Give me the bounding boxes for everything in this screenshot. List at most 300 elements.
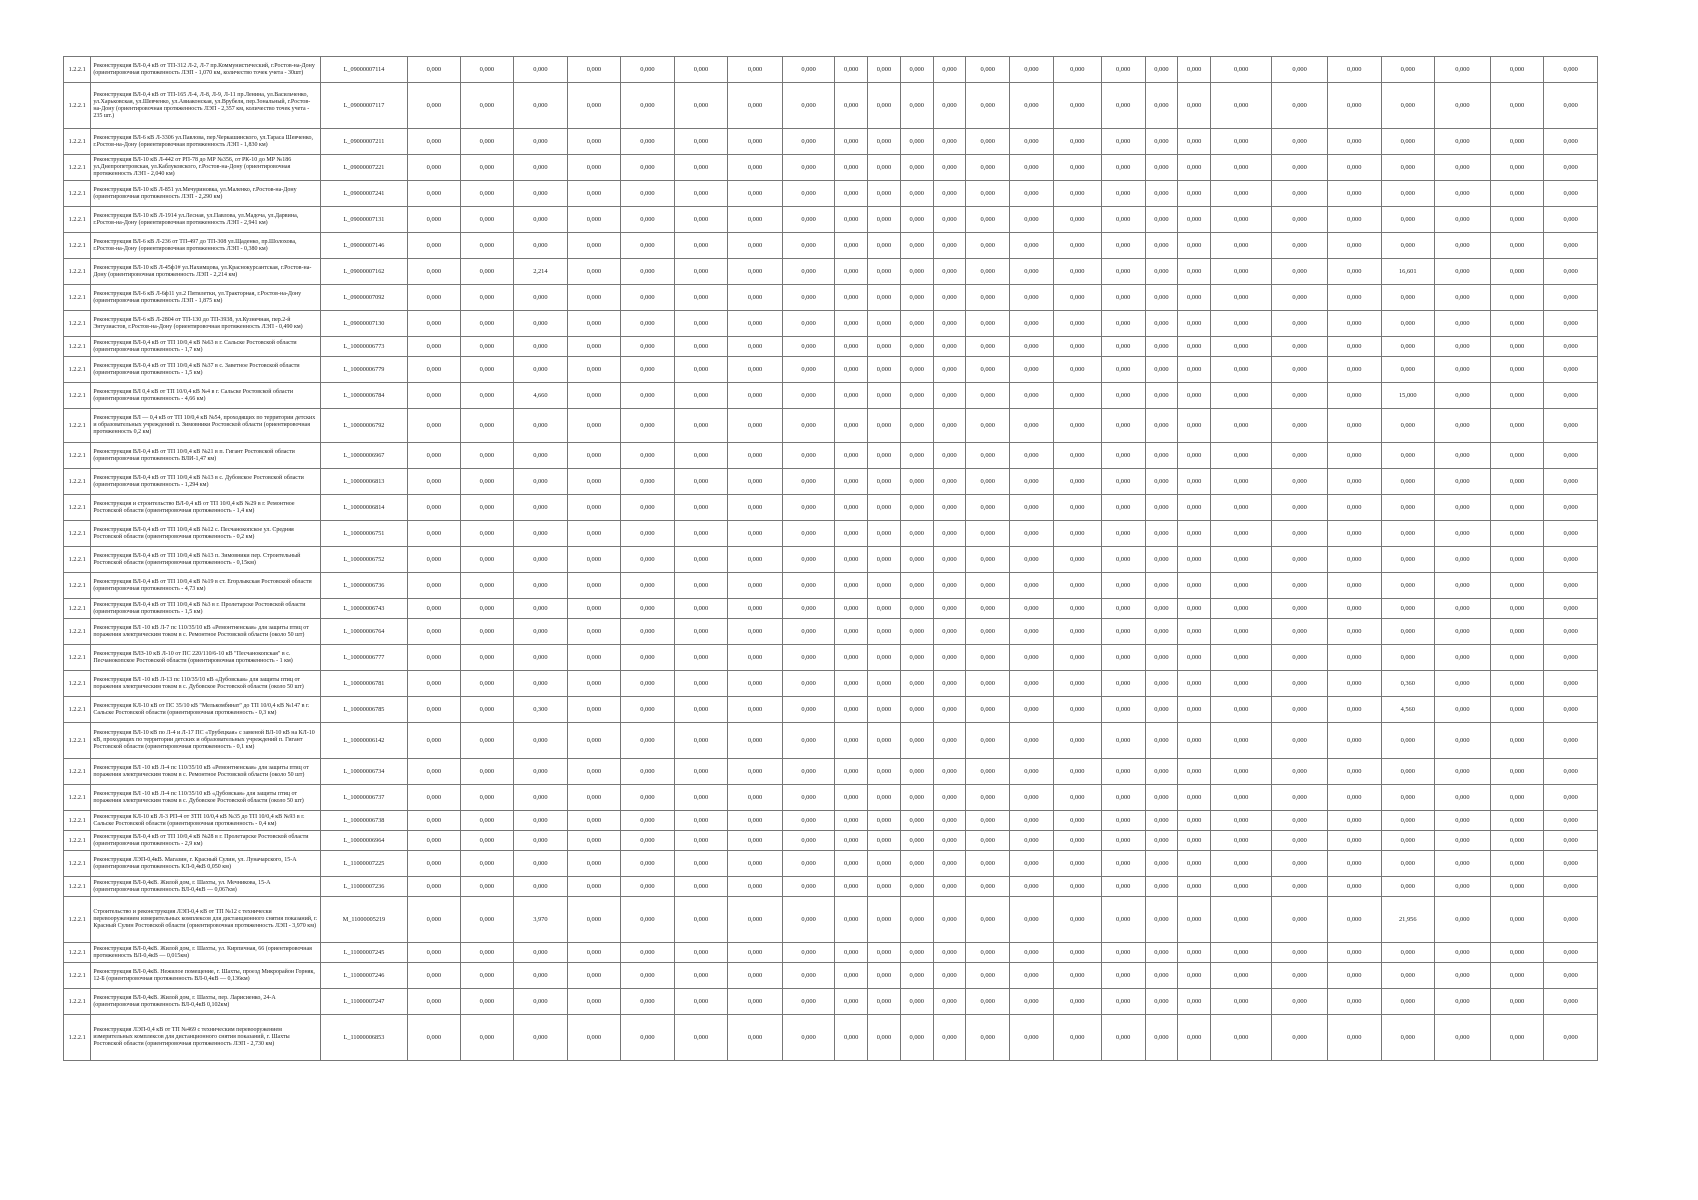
project-description-cell: Реконструкция ЛЭП-0,4кВ. Магазин, г. Красный Сулин, ул. Луначарского, 15-А (ориентировочная протяженность КЛ-0,4кВ 0,050 км) — [91, 851, 320, 877]
value-cell: 0,000 — [1544, 897, 1598, 943]
value-cell: 0,000 — [514, 181, 568, 207]
value-cell: 0,000 — [460, 443, 514, 469]
value-cell: 0,000 — [900, 573, 933, 599]
value-cell: 0,000 — [1178, 943, 1211, 963]
value-cell: 0,000 — [1327, 443, 1381, 469]
value-cell: 0,000 — [868, 285, 901, 311]
value-cell: 0,000 — [1053, 811, 1101, 831]
value-cell: 0,000 — [1272, 285, 1328, 311]
project-description-cell: Реконструкция ВЛ-0,4кВ. Жилой дом, г. Шахты, ул. Мечникова, 15-А (ориентировочная протяженность ВЛ-0,4кВ — 0,067км) — [91, 877, 320, 897]
value-cell: 0,000 — [868, 831, 901, 851]
project-description-cell: Реконструкция ВЛ 0,4 кВ от ТП 10/0,4 кВ №4 в г. Сальске Ростовской области (ориентировочная протяженность - 4,66 км) — [91, 383, 320, 409]
value-cell: 0,000 — [1381, 573, 1435, 599]
table-row — [64, 1015, 1598, 1061]
table-row — [64, 619, 1598, 645]
value-cell: 0,000 — [1544, 723, 1598, 759]
value-cell: 0,000 — [1272, 989, 1328, 1015]
value-cell: 0,000 — [1010, 383, 1054, 409]
value-cell: 0,000 — [674, 285, 728, 311]
value-cell: 0,000 — [514, 759, 568, 785]
value-cell: 0,000 — [1101, 495, 1145, 521]
value-cell: 0,300 — [514, 697, 568, 723]
value-cell: 2,214 — [514, 259, 568, 285]
value-cell: 0,000 — [567, 851, 621, 877]
value-cell: 0,000 — [674, 521, 728, 547]
value-cell: 0,000 — [1381, 723, 1435, 759]
value-cell: 0,000 — [835, 155, 868, 181]
project-code-cell: L_11000007245 — [320, 943, 407, 963]
value-cell: 0,000 — [868, 357, 901, 383]
row-number-cell: 1.2.2.1 — [64, 129, 91, 155]
value-cell: 0,000 — [1053, 1015, 1101, 1061]
value-cell: 0,000 — [1145, 831, 1178, 851]
value-cell: 0,000 — [1381, 129, 1435, 155]
value-cell: 0,000 — [966, 233, 1010, 259]
value-cell: 0,000 — [782, 311, 834, 337]
value-cell: 0,000 — [868, 181, 901, 207]
value-cell: 0,000 — [728, 57, 783, 83]
value-cell: 0,000 — [1211, 877, 1272, 897]
project-description-cell: Строительство и реконструкция ЛЭП-0,4 кВ от ТП №12 с технически перевооружением измерительных комплексов для дистанционного снятия показаний, г. Красный Сулин Ростовской области (ориентировочная протяженность ЛЭП - 3,970 км) — [91, 897, 320, 943]
value-cell: 0,000 — [460, 1015, 514, 1061]
value-cell: 0,000 — [868, 129, 901, 155]
project-code-cell: L_09000007162 — [320, 259, 407, 285]
value-cell: 0,000 — [1272, 671, 1328, 697]
project-description-cell: Реконструкция ВЛ -10 кВ Л-13 пс 110/35/10 кВ «Дубовская» для защиты птиц от поражения электрическим током в с. Дубовское Ростовской области (около 50 шт) — [91, 671, 320, 697]
value-cell: 0,000 — [1178, 409, 1211, 443]
value-cell: 0,000 — [408, 989, 460, 1015]
value-cell: 0,000 — [460, 155, 514, 181]
value-cell: 0,000 — [1053, 831, 1101, 851]
value-cell: 0,000 — [900, 337, 933, 357]
project-code-cell: M_11000005219 — [320, 897, 407, 943]
value-cell: 0,000 — [460, 129, 514, 155]
value-cell: 0,000 — [1211, 155, 1272, 181]
value-cell: 0,000 — [1327, 573, 1381, 599]
value-cell: 0,000 — [514, 521, 568, 547]
project-description-cell: Реконструкция ВЛ-0,4 кВ от ТП 10/0,4 кВ №13 п. Зимовники пер. Строительный Ростовской области (ориентировочная протяженность - 0,15км) — [91, 547, 320, 573]
value-cell: 0,000 — [966, 521, 1010, 547]
value-cell: 0,000 — [1101, 155, 1145, 181]
value-cell: 0,000 — [1053, 469, 1101, 495]
value-cell: 0,000 — [1272, 811, 1328, 831]
value-cell: 0,000 — [1101, 521, 1145, 547]
project-code-cell: L_09000007211 — [320, 129, 407, 155]
value-cell: 0,000 — [621, 259, 675, 285]
value-cell: 0,000 — [1381, 337, 1435, 357]
value-cell: 0,000 — [782, 521, 834, 547]
value-cell: 0,000 — [868, 495, 901, 521]
table-row — [64, 409, 1598, 443]
project-code-cell: L_11000007246 — [320, 963, 407, 989]
value-cell: 0,000 — [1053, 671, 1101, 697]
value-cell: 0,000 — [567, 129, 621, 155]
value-cell: 0,000 — [1010, 443, 1054, 469]
value-cell: 0,000 — [1435, 207, 1491, 233]
row-number-cell: 1.2.2.1 — [64, 521, 91, 547]
value-cell: 0,000 — [621, 599, 675, 619]
value-cell: 0,000 — [1053, 785, 1101, 811]
value-cell: 0,000 — [514, 233, 568, 259]
value-cell: 0,000 — [1490, 155, 1544, 181]
project-description-cell: Реконструкция ВЛ -10 кВ Л-7 пс 110/35/10 кВ «Ремонтненская» для защиты птиц от поражения электрическим током в с. Ремонтное Ростовской области (около 50 шт) — [91, 619, 320, 645]
value-cell: 0,000 — [621, 233, 675, 259]
value-cell: 0,000 — [674, 443, 728, 469]
value-cell: 0,000 — [674, 989, 728, 1015]
value-cell: 0,000 — [1010, 259, 1054, 285]
value-cell: 0,000 — [933, 831, 966, 851]
value-cell: 0,000 — [514, 831, 568, 851]
value-cell: 0,000 — [1490, 697, 1544, 723]
value-cell: 0,000 — [1145, 897, 1178, 943]
value-cell: 0,000 — [1053, 897, 1101, 943]
value-cell: 0,000 — [1211, 337, 1272, 357]
value-cell: 0,000 — [933, 877, 966, 897]
value-cell: 0,000 — [728, 443, 783, 469]
value-cell: 4,560 — [1381, 697, 1435, 723]
value-cell: 0,000 — [1101, 83, 1145, 129]
value-cell: 0,000 — [1145, 963, 1178, 989]
value-cell: 0,000 — [1272, 723, 1328, 759]
value-cell: 0,000 — [868, 619, 901, 645]
value-cell: 0,000 — [1435, 723, 1491, 759]
value-cell: 0,000 — [1381, 285, 1435, 311]
value-cell: 0,000 — [1053, 155, 1101, 181]
value-cell: 0,000 — [1145, 233, 1178, 259]
value-cell: 0,000 — [1544, 181, 1598, 207]
value-cell: 0,000 — [1544, 357, 1598, 383]
value-cell: 0,000 — [1211, 851, 1272, 877]
value-cell: 0,000 — [1010, 1015, 1054, 1061]
value-cell: 0,000 — [933, 311, 966, 337]
value-cell: 0,000 — [1101, 409, 1145, 443]
value-cell: 0,000 — [900, 547, 933, 573]
value-cell: 0,000 — [933, 573, 966, 599]
value-cell: 0,000 — [1381, 989, 1435, 1015]
value-cell: 0,000 — [621, 357, 675, 383]
row-number-cell: 1.2.2.1 — [64, 599, 91, 619]
value-cell: 0,000 — [933, 469, 966, 495]
value-cell: 0,000 — [1490, 851, 1544, 877]
value-cell: 0,000 — [1178, 759, 1211, 785]
value-cell: 0,000 — [1145, 337, 1178, 357]
value-cell: 0,000 — [1544, 811, 1598, 831]
row-number-cell: 1.2.2.1 — [64, 831, 91, 851]
project-code-cell: L_10000006773 — [320, 337, 407, 357]
value-cell: 0,000 — [966, 785, 1010, 811]
value-cell: 0,000 — [1381, 943, 1435, 963]
value-cell: 0,000 — [514, 943, 568, 963]
value-cell: 0,000 — [674, 181, 728, 207]
table-row — [64, 155, 1598, 181]
value-cell: 0,000 — [1211, 57, 1272, 83]
value-cell: 0,000 — [621, 785, 675, 811]
value-cell: 0,000 — [835, 989, 868, 1015]
value-cell: 0,000 — [1327, 129, 1381, 155]
row-number-cell: 1.2.2.1 — [64, 155, 91, 181]
value-cell: 0,000 — [835, 963, 868, 989]
value-cell: 0,000 — [868, 443, 901, 469]
value-cell: 0,000 — [1145, 573, 1178, 599]
value-cell: 0,000 — [1053, 259, 1101, 285]
value-cell: 0,000 — [900, 877, 933, 897]
value-cell: 0,000 — [460, 599, 514, 619]
value-cell: 0,000 — [900, 207, 933, 233]
value-cell: 0,000 — [1544, 311, 1598, 337]
value-cell: 0,000 — [728, 285, 783, 311]
value-cell: 0,000 — [1145, 357, 1178, 383]
value-cell: 0,000 — [728, 311, 783, 337]
value-cell: 0,000 — [835, 619, 868, 645]
project-code-cell: L_10000006964 — [320, 831, 407, 851]
value-cell: 0,000 — [621, 645, 675, 671]
value-cell: 0,000 — [621, 547, 675, 573]
value-cell: 0,000 — [514, 337, 568, 357]
row-number-cell: 1.2.2.1 — [64, 897, 91, 943]
value-cell: 0,000 — [1435, 1015, 1491, 1061]
value-cell: 0,000 — [567, 723, 621, 759]
value-cell: 0,000 — [567, 759, 621, 785]
value-cell: 0,000 — [1272, 831, 1328, 851]
value-cell: 0,000 — [1053, 83, 1101, 129]
value-cell: 0,000 — [728, 877, 783, 897]
value-cell: 0,000 — [966, 671, 1010, 697]
value-cell: 0,000 — [835, 443, 868, 469]
row-number-cell: 1.2.2.1 — [64, 181, 91, 207]
value-cell: 0,000 — [933, 723, 966, 759]
value-cell: 0,000 — [900, 697, 933, 723]
value-cell: 0,000 — [1145, 155, 1178, 181]
project-code-cell: L_10000006743 — [320, 599, 407, 619]
value-cell: 0,000 — [782, 851, 834, 877]
value-cell: 0,000 — [835, 851, 868, 877]
value-cell: 0,000 — [1211, 723, 1272, 759]
value-cell: 0,000 — [900, 383, 933, 409]
project-code-cell: L_09000007146 — [320, 233, 407, 259]
row-number-cell: 1.2.2.1 — [64, 877, 91, 897]
value-cell: 0,000 — [567, 963, 621, 989]
value-cell: 0,000 — [1145, 129, 1178, 155]
value-cell: 0,000 — [567, 811, 621, 831]
value-cell: 0,000 — [1145, 723, 1178, 759]
value-cell: 0,000 — [1211, 811, 1272, 831]
value-cell: 0,000 — [1435, 337, 1491, 357]
value-cell: 0,000 — [933, 897, 966, 943]
project-description-cell: Реконструкция ВЛ-0,4 кВ от ТП 10/0,4 кВ №21 в п. Гигант Ростовской области (ориентировочная протяженность ВЛИ-1,47 км) — [91, 443, 320, 469]
value-cell: 0,000 — [514, 851, 568, 877]
value-cell: 0,000 — [1053, 337, 1101, 357]
value-cell: 0,000 — [1010, 619, 1054, 645]
value-cell: 0,000 — [1101, 547, 1145, 573]
value-cell: 0,000 — [1544, 671, 1598, 697]
value-cell: 0,000 — [621, 409, 675, 443]
value-cell: 0,000 — [621, 943, 675, 963]
value-cell: 0,000 — [835, 83, 868, 129]
value-cell: 0,000 — [900, 671, 933, 697]
table-row — [64, 443, 1598, 469]
value-cell: 0,000 — [835, 897, 868, 943]
value-cell: 0,000 — [966, 259, 1010, 285]
value-cell: 0,000 — [1272, 57, 1328, 83]
value-cell: 0,000 — [1101, 851, 1145, 877]
value-cell: 0,000 — [1381, 83, 1435, 129]
value-cell: 0,000 — [1053, 181, 1101, 207]
value-cell: 0,000 — [782, 671, 834, 697]
value-cell: 0,000 — [1544, 619, 1598, 645]
value-cell: 0,000 — [674, 357, 728, 383]
value-cell: 0,000 — [1435, 311, 1491, 337]
value-cell: 0,000 — [408, 697, 460, 723]
value-cell: 0,000 — [1327, 599, 1381, 619]
value-cell: 0,000 — [567, 1015, 621, 1061]
value-cell: 0,000 — [514, 57, 568, 83]
value-cell: 0,000 — [835, 409, 868, 443]
project-code-cell: L_10000006784 — [320, 383, 407, 409]
value-cell: 0,000 — [900, 645, 933, 671]
value-cell: 0,000 — [728, 547, 783, 573]
value-cell: 0,000 — [1145, 383, 1178, 409]
value-cell: 0,000 — [933, 851, 966, 877]
value-cell: 0,000 — [966, 337, 1010, 357]
table-row — [64, 259, 1598, 285]
value-cell: 0,000 — [1053, 697, 1101, 723]
value-cell: 0,000 — [1053, 723, 1101, 759]
project-code-cell: L_10000006814 — [320, 495, 407, 521]
value-cell: 0,000 — [1101, 285, 1145, 311]
project-description-cell: Реконструкция ВЛ — 0,4 кВ от ТП 10/0,4 кВ №54, проходящих по территории детских и образовательных учреждений п. Зимовники Ростовской области (ориентировочная протяженность 0,2 км) — [91, 409, 320, 443]
value-cell: 0,000 — [1435, 383, 1491, 409]
value-cell: 0,000 — [1381, 599, 1435, 619]
value-cell: 0,000 — [1327, 759, 1381, 785]
value-cell: 0,000 — [966, 83, 1010, 129]
table-row — [64, 963, 1598, 989]
project-description-cell: Реконструкция ВЛ-10 кВ Л-1914 ул.Лесная, ул.Павлова, ул.Мадоча, ул.Дарвина, г.Ростов-на-Дону (ориентировочная протяженность ЛЭП - 2,941 км) — [91, 207, 320, 233]
value-cell: 0,000 — [1211, 897, 1272, 943]
value-cell: 0,000 — [1145, 207, 1178, 233]
value-cell: 0,000 — [835, 1015, 868, 1061]
value-cell: 0,000 — [674, 337, 728, 357]
value-cell: 0,000 — [1211, 383, 1272, 409]
value-cell: 0,000 — [1101, 759, 1145, 785]
row-number-cell: 1.2.2.1 — [64, 469, 91, 495]
value-cell: 0,000 — [933, 697, 966, 723]
project-description-cell: Реконструкция ВЛ-0,4 кВ от ТП-312 Л-2, Л-7 пр.Коммунистический, г.Ростов-на-Дону (ориентировочная протяженность ЛЭП - 1,070 км, количество точек учета - 30шт) — [91, 57, 320, 83]
investment-table — [63, 56, 1598, 1061]
value-cell: 0,000 — [1101, 619, 1145, 645]
value-cell: 0,000 — [868, 521, 901, 547]
value-cell: 0,000 — [1010, 831, 1054, 851]
value-cell: 0,000 — [1381, 831, 1435, 851]
value-cell: 0,000 — [1544, 495, 1598, 521]
value-cell: 0,000 — [782, 897, 834, 943]
value-cell: 0,000 — [1327, 311, 1381, 337]
value-cell: 0,000 — [900, 851, 933, 877]
value-cell: 0,000 — [835, 877, 868, 897]
value-cell: 0,000 — [933, 155, 966, 181]
value-cell: 0,000 — [1381, 57, 1435, 83]
value-cell: 0,000 — [621, 129, 675, 155]
value-cell: 0,000 — [1053, 851, 1101, 877]
value-cell: 0,000 — [408, 57, 460, 83]
value-cell: 0,000 — [1145, 943, 1178, 963]
value-cell: 0,000 — [1053, 573, 1101, 599]
value-cell: 0,000 — [1178, 129, 1211, 155]
value-cell: 0,000 — [900, 785, 933, 811]
value-cell: 0,000 — [900, 619, 933, 645]
value-cell: 0,000 — [835, 943, 868, 963]
value-cell: 0,000 — [1544, 877, 1598, 897]
value-cell: 0,000 — [408, 599, 460, 619]
value-cell: 0,000 — [782, 207, 834, 233]
value-cell: 0,000 — [674, 697, 728, 723]
value-cell: 0,000 — [1053, 989, 1101, 1015]
row-number-cell: 1.2.2.1 — [64, 619, 91, 645]
value-cell: 0,000 — [1327, 851, 1381, 877]
value-cell: 0,000 — [728, 83, 783, 129]
value-cell: 0,000 — [1381, 963, 1435, 989]
value-cell: 0,000 — [835, 383, 868, 409]
value-cell: 16,601 — [1381, 259, 1435, 285]
table-row — [64, 383, 1598, 409]
value-cell: 0,000 — [514, 357, 568, 383]
value-cell: 0,000 — [1327, 181, 1381, 207]
value-cell: 0,000 — [1178, 963, 1211, 989]
value-cell: 0,000 — [868, 311, 901, 337]
value-cell: 0,000 — [567, 671, 621, 697]
value-cell: 0,000 — [460, 723, 514, 759]
value-cell: 0,000 — [782, 495, 834, 521]
value-cell: 0,000 — [621, 57, 675, 83]
value-cell: 0,000 — [1010, 83, 1054, 129]
row-number-cell: 1.2.2.1 — [64, 943, 91, 963]
project-description-cell: Реконструкция ЛЭП-0,4 кВ от ТП №469 с техническим перевооружением измерительных комплексов для дистанционного снятия показаний, г. Шахты Ростовской области (ориентировочная протяженность ЛЭП - 2,730 км) — [91, 1015, 320, 1061]
value-cell: 0,000 — [966, 963, 1010, 989]
value-cell: 0,000 — [1010, 943, 1054, 963]
value-cell: 0,000 — [782, 831, 834, 851]
value-cell: 0,000 — [1490, 495, 1544, 521]
value-cell: 0,000 — [1145, 443, 1178, 469]
value-cell: 0,000 — [1544, 963, 1598, 989]
value-cell: 0,000 — [1272, 521, 1328, 547]
value-cell: 0,000 — [1145, 645, 1178, 671]
value-cell: 0,000 — [1381, 469, 1435, 495]
value-cell: 0,000 — [408, 645, 460, 671]
row-number-cell: 1.2.2.1 — [64, 57, 91, 83]
value-cell: 0,000 — [1178, 521, 1211, 547]
project-code-cell: L_09000007130 — [320, 311, 407, 337]
table-row — [64, 57, 1598, 83]
project-description-cell: Реконструкция ВЛ-0,4 кВ от ТП 10/0,4 кВ №19 в ст. Егорлыкская Ростовской области (ориентировочная протяженность - 4,73 км) — [91, 573, 320, 599]
project-code-cell: L_09000007092 — [320, 285, 407, 311]
value-cell: 0,000 — [1211, 963, 1272, 989]
row-number-cell: 1.2.2.1 — [64, 357, 91, 383]
value-cell: 0,000 — [966, 1015, 1010, 1061]
row-number-cell: 1.2.2.1 — [64, 207, 91, 233]
value-cell: 0,000 — [1327, 785, 1381, 811]
value-cell: 0,000 — [782, 443, 834, 469]
value-cell: 0,000 — [674, 409, 728, 443]
value-cell: 0,000 — [1178, 573, 1211, 599]
project-code-cell: L_10000006752 — [320, 547, 407, 573]
value-cell: 0,000 — [1178, 469, 1211, 495]
row-number-cell: 1.2.2.1 — [64, 1015, 91, 1061]
value-cell: 21,956 — [1381, 897, 1435, 943]
value-cell: 0,000 — [567, 57, 621, 83]
value-cell: 0,000 — [900, 259, 933, 285]
project-description-cell: Реконструкция ВЛ-0,4 кВ от ТП 10/0,4 кВ №3 в г. Пролетарске Ростовской области (ориентировочная протяженность - 1,5 км) — [91, 599, 320, 619]
value-cell: 0,000 — [728, 233, 783, 259]
value-cell: 0,000 — [514, 547, 568, 573]
